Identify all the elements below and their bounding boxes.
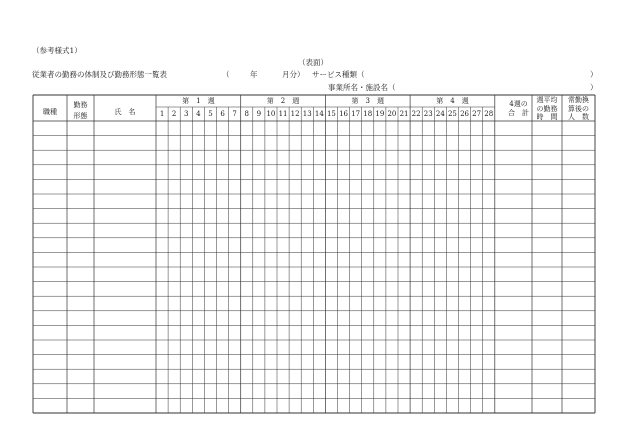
day-header-27: 27 [472,110,482,118]
day-header-2: 2 [171,110,177,118]
day-header-23: 23 [423,110,433,118]
day-header-1: 1 [159,110,165,118]
week-header-3: 第 3 週 [351,97,384,105]
col-header-weekly-avg-hours: 週平均 の勤務 時 間 [536,96,558,121]
day-header-14: 14 [314,110,324,118]
document-title: 従業者の勤務の体制及び勤務形態一覧表 [32,70,167,79]
col-header-work-form-line1: 勤務 [73,101,88,109]
day-header-22: 22 [411,110,421,118]
week-header-2: 第 2 週 [266,97,300,105]
day-header-20: 20 [387,110,397,118]
day-header-7: 7 [232,110,237,118]
day-header-24: 24 [435,110,445,118]
day-header-16: 16 [339,110,348,118]
day-header-13: 13 [302,110,312,118]
day-header-9: 9 [256,110,262,118]
day-header-28: 28 [484,110,494,118]
day-header-3: 3 [184,110,189,118]
col-header-job: 職種 [43,108,57,116]
day-header-4: 4 [196,110,201,118]
day-header-11: 11 [278,110,288,118]
service-type-label: サービス種類（ [312,70,365,79]
day-header-17: 17 [351,110,361,118]
day-header-5: 5 [208,110,213,118]
month-label: 月分） [282,70,305,79]
col-header-4week-total: 4週の 合 計 [508,100,529,117]
date-open-paren: （ [222,70,230,79]
day-header-25: 25 [447,110,457,118]
col-header-name: 氏 名 [114,108,136,116]
week-header-1: 第 1 週 [182,97,215,105]
day-header-18: 18 [363,110,373,118]
day-header-15: 15 [326,110,336,118]
facility-close: ） [590,83,598,92]
week-header-4: 第 4 週 [436,97,469,105]
day-header-19: 19 [375,110,385,118]
day-header-12: 12 [290,110,300,118]
col-header-fulltime-equivalent: 常勤換 算後の 人 数 [568,96,589,121]
col-header-work-form-line2: 形態 [73,112,88,120]
day-header-26: 26 [460,110,469,118]
side-label: （表面） [298,58,328,67]
service-type-close: ） [590,70,598,79]
year-label: 年 [250,70,258,79]
day-header-6: 6 [220,110,225,118]
facility-label: 事業所名・施設名（ [328,83,396,92]
reference-label: （参考様式1） [32,46,82,55]
day-header-21: 21 [399,110,409,118]
day-header-10: 10 [266,110,276,118]
day-header-8: 8 [244,110,249,118]
